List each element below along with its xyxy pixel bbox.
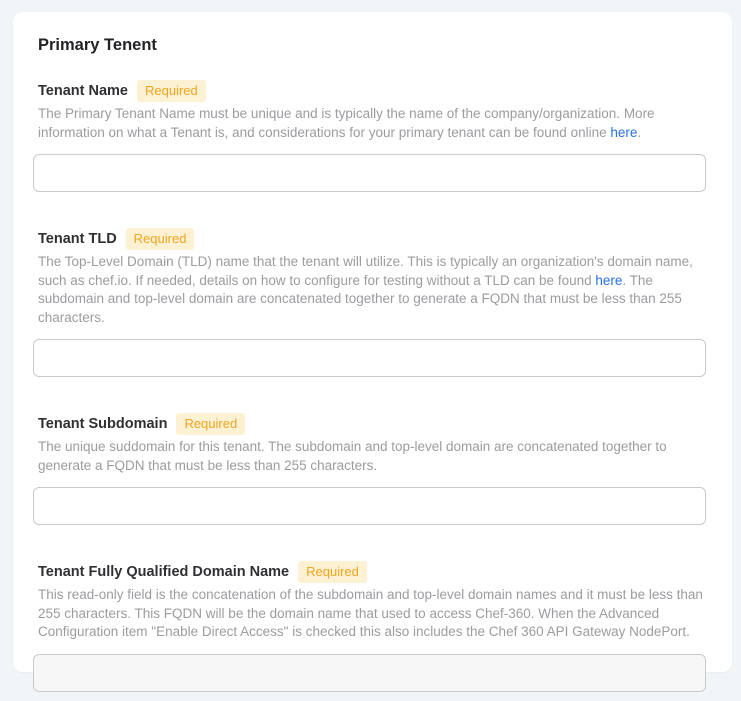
tenant-fqdn-required-badge: Required [298, 561, 367, 583]
tenant-name-description [38, 105, 706, 142]
section-title: Primary Tenent [38, 36, 157, 54]
tenant-tld-description-text: The Top-Level Domain (TLD) name that the tenant will utilize. This is typically an organization's domain name, such as chef.io. If needed, details on how to configure for testing without a TLD can be found [38, 254, 693, 288]
tenant-name-input[interactable] [33, 154, 706, 192]
tenant-fqdn-label-row [38, 561, 706, 583]
tenant-subdomain-label-row [38, 413, 706, 435]
tenant-name-label: Tenant Name [38, 83, 128, 99]
tenant-subdomain-input[interactable] [33, 487, 706, 525]
tenant-tld-label: Tenant TLD [38, 231, 117, 247]
tenant-name-label-row [38, 80, 706, 102]
tenant-tld-input[interactable] [33, 339, 706, 377]
tenant-tld-here-link[interactable]: here [595, 272, 623, 288]
tenant-tld-description [38, 253, 706, 327]
tenant-name-here-link[interactable]: here [610, 124, 638, 140]
tenant-name-description-text-after: . [637, 124, 642, 140]
field-tenant-tld [38, 228, 706, 377]
field-tenant-fqdn [38, 561, 706, 692]
tenant-subdomain-required-badge: Required [176, 413, 245, 435]
tenant-fqdn-input [33, 654, 706, 692]
tenant-tld-required-badge: Required [126, 228, 195, 250]
tenant-fqdn-label: Tenant Fully Qualified Domain Name [38, 564, 290, 580]
field-tenant-subdomain [38, 413, 706, 525]
field-tenant-name [38, 80, 706, 192]
tenant-subdomain-label: Tenant Subdomain [38, 416, 168, 432]
tenant-fqdn-description: This read-only field is the concatenation of the subdomain and top-level domain names and it must be less than 255 characters. This FQDN will be the domain name that used to access Chef-360. When the Advanced Configuration item "Enable Direct Access" is checked this also includes the Chef 360 API Gateway NodePort. [38, 587, 703, 639]
tenant-name-required-badge: Required [137, 80, 206, 102]
tenant-name-description-text: The Primary Tenant Name must be unique and is typically the name of the company/organization. More information on what a Tenant is, and considerations for your primary tenant can be found online [38, 106, 655, 140]
tenant-subdomain-description: The unique suddomain for this tenant. The subdomain and top-level domain are concatenated together to generate a FQDN that must be less than 255 characters. [38, 439, 667, 473]
tenant-tld-label-row [38, 228, 706, 250]
primary-tenant-card [13, 12, 732, 672]
tenant-tld-description-text-after: . The subdomain and top-level domain are concatenated together to generate a FQDN that must be less than 255 characters. [38, 272, 682, 325]
